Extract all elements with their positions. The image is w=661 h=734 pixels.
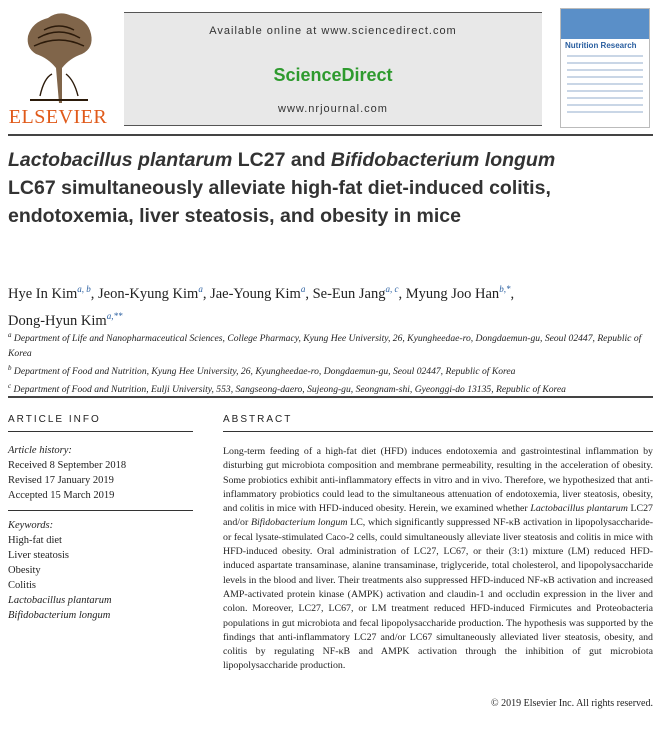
- keywords-rule: [8, 510, 193, 511]
- elsevier-logo: [8, 8, 108, 126]
- author-affil[interactable]: a: [300, 284, 306, 294]
- author-affil[interactable]: a,**: [106, 310, 123, 321]
- author-sep: ,: [90, 285, 99, 302]
- author-name[interactable]: Se-Eun Jang: [312, 285, 386, 302]
- available-online-text: Available online at www.sciencedirect.com: [209, 25, 457, 37]
- article-info-heading: ARTICLE INFO: [8, 414, 101, 425]
- article-title: [8, 146, 568, 230]
- affiliation-key: c: [8, 382, 12, 391]
- journal-banner: [124, 12, 542, 126]
- copyright-notice: © 2019 Elsevier Inc. All rights reserved.: [490, 698, 653, 709]
- keyword-item: Liver steatosis: [8, 550, 69, 561]
- sciencedirect-logo[interactable]: ScienceDirect: [273, 65, 393, 85]
- abstract-text: Long-term feeding of a high-fat diet (HFD) induces endotoxemia and gastrointestinal inflammation by disturbing gut microbiota composition and membrane permeability, resulting in the acceleration of obesity. Some probiotics exhibit anti-inflammatory effects in vitro and in vivo. Therefore, we hypothesized that anti-inflammatory probiotics could lead to the simultaneous attenuation of endotoxemia, liver steatosis, obesity, and colitis in mice with HFD-induced obesity. Herein, we examined whether: [223, 446, 653, 515]
- affiliation-item: [8, 361, 653, 379]
- title-text-2: LC67 simultaneously alleviate high-fat diet-induced colitis, endotoxemia, liver steatosis, and obesity in mice: [8, 177, 551, 227]
- author-name[interactable]: Dong-Hyun Kim: [8, 312, 107, 329]
- affiliation-key: a: [8, 331, 12, 339]
- title-species-1: Lactobacillus plantarum: [8, 149, 233, 171]
- author-name[interactable]: Hye In Kim: [8, 285, 78, 302]
- publisher-wordmark: ELSEVIER: [8, 106, 108, 128]
- abstract-body: [223, 445, 653, 674]
- cover-title: Nutrition Research: [565, 41, 637, 50]
- abstract-rule: [223, 431, 653, 432]
- tree-icon: [18, 8, 100, 104]
- author-affil[interactable]: a: [198, 284, 203, 294]
- keyword-item: Lactobacillus plantarum: [8, 595, 112, 606]
- affiliation-item: [8, 379, 653, 397]
- affiliation-text: Department of Food and Nutrition, Kyung Hee University, 26, Kyungheedae-ro, Dongdaemun-gu, Seoul 02447, Republic of Korea: [13, 366, 516, 378]
- accepted-date: Accepted 15 March 2019: [8, 490, 115, 501]
- abstract-species: Bifidobacterium longum: [250, 517, 348, 529]
- title-species-2: Bifidobacterium longum: [330, 149, 556, 171]
- author-affil[interactable]: a, b: [77, 284, 91, 294]
- author-affil[interactable]: b,*: [499, 284, 511, 294]
- keyword-item: High-fat diet: [8, 535, 62, 546]
- keyword-item: Colitis: [8, 580, 37, 591]
- keywords: [8, 518, 208, 623]
- affiliation-text: Department of Life and Nanopharmaceutical Sciences, College Pharmacy, Kyung Hee University, 26, Kyungheedae-ro, Dongdaemun-gu, Seoul 02447, Republic of Korea: [8, 333, 642, 360]
- history-label: Article history:: [8, 445, 72, 456]
- abstract-species: Lactobacillus plantarum: [530, 503, 628, 515]
- abstract-text: LC, which significantly suppressed NF-κB activation in lipopolysaccharide- or fecal lysate-stimulated Caco-2 cells, could simultaneously alleviate liver steatosis and colitis in mice with HFD-induced obesity. Oral administration of LC27, LC67, or their (3:1) mixture (LM) reduced HFD-induced aspartate transaminase, alanine transaminase, triglyceride, total cholesterol, and lipopolysaccharide levels in the blood and liver. Their treatments also suppressed HFD-induced NF-κB activation and increased AMP-activated protein kinase (AMPK) activation and claudin-1 and occludin expression in the liver and colon. Moreover, LC27, LC67, or LM treatment reduced HFD-induced Firmicutes and Proteobacteria populations in gut microbiota and fecal lipopolysaccharide production. The hypothesis was supported by the findings that anti-inflammatory LC27 and/or LC67 simultaneously alleviated liver steatosis, obesity, and colitis by regulating NF-κB and AMPK activation through the inhibition of gut microbiota lipopolysaccharide production.: [223, 517, 653, 672]
- keyword-item: Obesity: [8, 565, 41, 576]
- title-text-1: LC27 and: [232, 149, 331, 171]
- abstract-text: LC27 and/or: [223, 503, 653, 529]
- keywords-label: Keywords:: [8, 520, 54, 531]
- journal-cover[interactable]: [560, 8, 650, 128]
- cover-lines: [567, 55, 643, 118]
- affiliations: [8, 328, 653, 398]
- article-history: [8, 443, 208, 503]
- author-name[interactable]: Myung Joo Han: [405, 285, 500, 302]
- author-name[interactable]: Jeon-Kyung Kim: [98, 285, 199, 302]
- journal-url-link[interactable]: www.nrjournal.com: [278, 103, 388, 115]
- author-sep: ,: [398, 285, 406, 302]
- author-name[interactable]: Jae-Young Kim: [210, 285, 301, 302]
- author-sep: ,: [202, 285, 211, 302]
- author-sep: ,: [305, 285, 313, 302]
- abstract-heading: ABSTRACT: [223, 414, 293, 425]
- section-divider: [8, 396, 653, 398]
- author-sep: ,: [510, 285, 515, 302]
- affiliation-key: b: [8, 364, 12, 373]
- affiliation-item: [8, 328, 653, 361]
- author-affil[interactable]: a, c: [385, 284, 399, 294]
- article-info-rule: [8, 431, 193, 432]
- header-divider: [8, 134, 653, 136]
- author-list: [8, 278, 653, 332]
- affiliation-text: Department of Food and Nutrition, Eulji University, 553, Sangseong-daero, Sujeong-gu, Seongnam-shi, Gyeonggi-do 13135, Republic of Korea: [13, 384, 566, 396]
- received-date: Received 8 September 2018: [8, 460, 127, 471]
- keyword-item: Bifidobacterium longum: [8, 610, 111, 621]
- revised-date: Revised 17 January 2019: [8, 475, 114, 486]
- cover-band: [561, 9, 649, 39]
